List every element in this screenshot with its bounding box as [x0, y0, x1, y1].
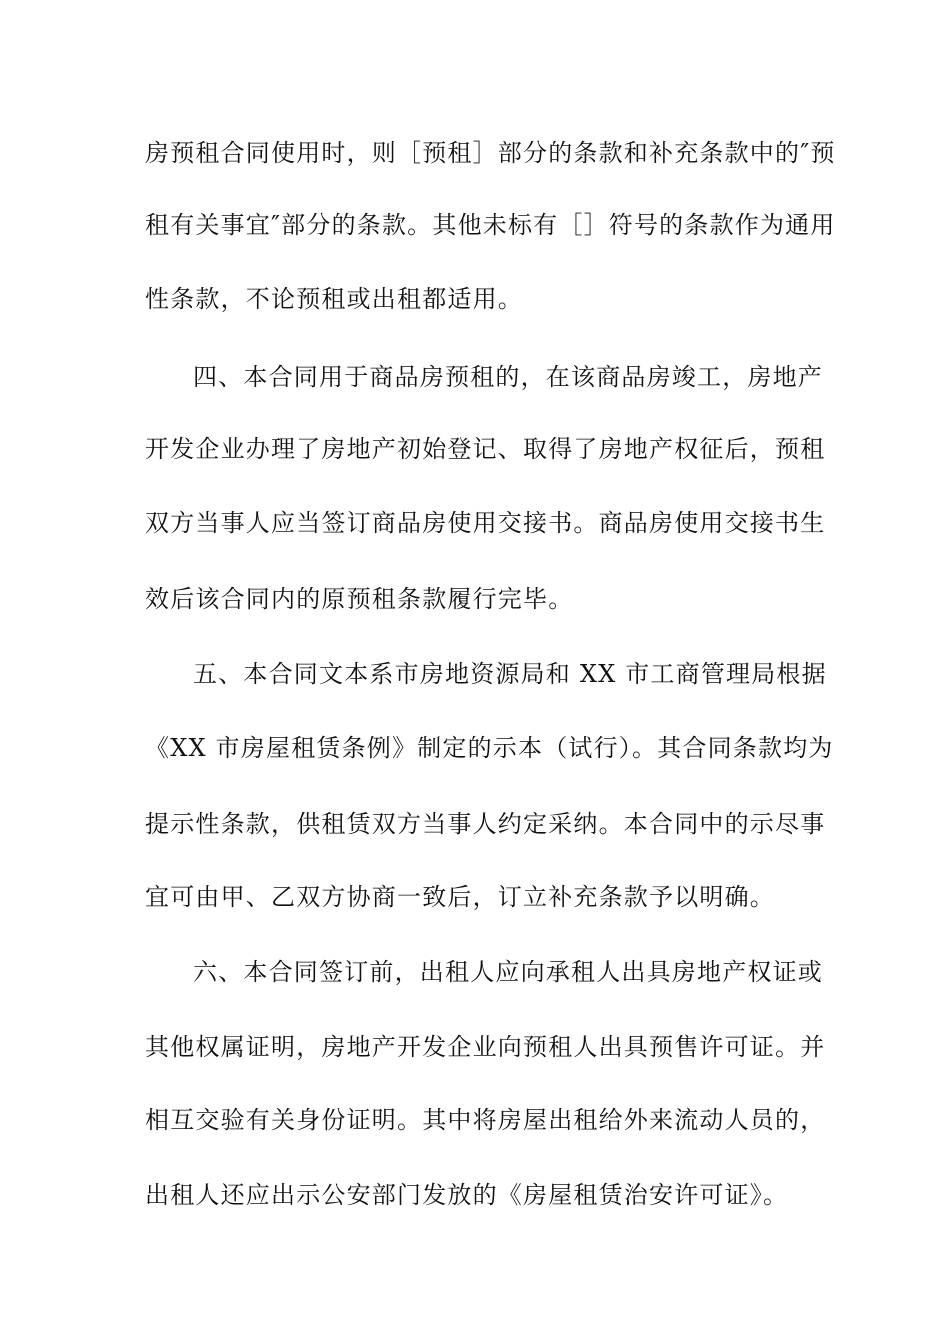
- text-line: 相互交验有关身份证明。其中将房屋出租给外来流动人员的，: [145, 1106, 826, 1134]
- text-line: 其他权属证明，房地产开发企业向预租人出具预售许可证。并: [145, 1033, 826, 1061]
- text-line: 租有关事宜″部分的条款。其他未标有［］符号的条款作为通用: [145, 211, 836, 239]
- text-line: 开发企业办理了房地产初始登记、取得了房地产权征后，预租: [145, 435, 826, 463]
- paragraph-6-first-line: 六、本合同签订前，出租人应向承租人出具房地产权证或: [193, 958, 823, 986]
- text-line: 出租人还应出示公安部门发放的《房屋租赁治安许可证》。: [145, 1181, 789, 1209]
- paragraph-5-first-line: 五、本合同文本系市房地资源局和 XX 市工商管理局根据: [193, 660, 827, 688]
- text-line: 宜可由甲、乙双方协商一致后，订立补充条款予以明确。: [145, 883, 775, 911]
- text-line: 提示性条款，供租赁双方当事人约定采纳。本合同中的示尽事: [145, 810, 826, 838]
- text-line: 性条款，不论预租或出租都适用。: [145, 285, 523, 313]
- text-line: 双方当事人应当签订商品房使用交接书。商品房使用交接书生: [145, 509, 826, 537]
- text-line: 效后该合同内的原预租条款履行完毕。: [145, 585, 574, 613]
- text-line: 房预租合同使用时，则［预租］部分的条款和补充条款中的″预: [145, 139, 836, 167]
- text-line: 《XX 市房屋租赁条例》制定的示本（试行）。其合同条款均为: [145, 734, 834, 762]
- paragraph-4-first-line: 四、本合同用于商品房预租的，在该商品房竣工，房地产: [193, 363, 823, 391]
